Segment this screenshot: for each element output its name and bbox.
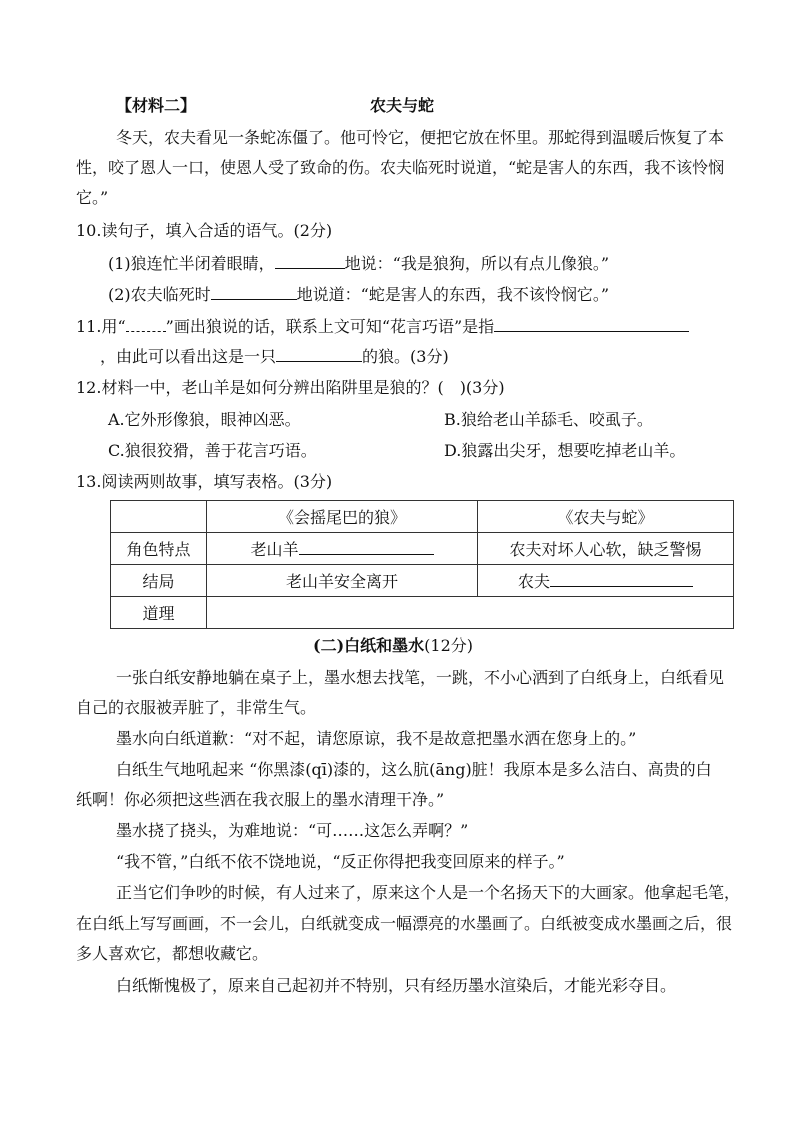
blank-wolf-type[interactable] xyxy=(276,346,362,362)
table-header-story-1: 《会摇尾巴的狼》 xyxy=(207,501,478,533)
passage-2-score: (12分) xyxy=(424,636,474,655)
question-10-sentence-2 xyxy=(108,284,609,305)
material-paragraph-line: 性，咬了恩人一口，使恩人受了致命的伤。农夫临死时说道，“蛇是害人的东西，我不该怜悯 xyxy=(76,158,725,177)
table-corner-cell xyxy=(111,501,207,533)
blank-farmer-ending[interactable] xyxy=(550,571,693,587)
question-12-stem: 12.材料一中，老山羊是如何分辨出陷阱里是狼的？( )(3分) xyxy=(76,378,505,397)
cell-goat-ending: 老山羊安全离开 xyxy=(207,565,478,597)
option-d[interactable]: D.狼露出尖牙，想要吃掉老山羊。 xyxy=(444,441,686,460)
row-label-lesson: 道理 xyxy=(111,597,207,629)
passage-line: 墨水挠了挠头，为难地说：“可……这怎么弄啊？” xyxy=(116,821,469,840)
q11-prefix: 11.用“ xyxy=(76,317,126,336)
passage-line: “我不管，”白纸不依不饶地说，“反正你得把我变回原来的样子。” xyxy=(116,852,565,871)
passage-line: 白纸生气地吼起来 “你黑漆(qī)漆的，这么肮(āng)脏！我原本是多么洁白、高贵的白 xyxy=(116,760,712,779)
passage-2-title: (二)白纸和墨水 xyxy=(313,636,425,655)
cell-goat-traits[interactable] xyxy=(207,533,478,565)
material-paragraph-line: 它。” xyxy=(76,188,109,207)
question-13-stem: 13.阅读两则故事，填写表格。(3分) xyxy=(76,472,333,491)
passage-line: 纸啊！你必须把这些洒在我衣服上的墨水清理干净。” xyxy=(76,790,445,809)
cell-farmer-ending[interactable] xyxy=(478,565,734,597)
passage-2-heading xyxy=(313,636,473,656)
material-paragraph-line: 冬天，农夫看见一条蛇冻僵了。他可怜它，便把它放在怀里。那蛇得到温暖后恢复了本 xyxy=(116,128,725,147)
q11-line2-prefix: ，由此可以看出这是一只 xyxy=(100,347,277,366)
cell-lesson-answer[interactable] xyxy=(207,597,734,629)
question-11-line-1 xyxy=(76,316,689,337)
passage-line: 正当它们争吵的时候，有人过来了，原来这个人是一个名扬天下的大画家。他拿起毛笔， xyxy=(116,883,741,902)
sentence-1-prefix: (1)狼连忙半闭着眼睛， xyxy=(108,254,275,273)
option-a[interactable]: A.它外形像狼，眼神凶恶。 xyxy=(108,410,301,429)
material-tag: 【材料二】 xyxy=(116,96,197,115)
passage-line: 自己的衣服被弄脏了，非常生气。 xyxy=(76,698,317,717)
sentence-2-suffix: 地说道：“蛇是害人的东西，我不该怜悯它。” xyxy=(296,285,610,304)
passage-line: 白纸惭愧极了，原来自己起初并不特别，只有经历墨水渲染后，才能光彩夺目。 xyxy=(116,976,677,995)
sentence-2-prefix: (2)农夫临死时 xyxy=(108,285,211,304)
q11-middle: ”画出狼说的话，联系上文可知“花言巧语”是指 xyxy=(165,317,495,336)
cell-text: 农夫 xyxy=(517,572,550,591)
table-header-story-2: 《农夫与蛇》 xyxy=(478,501,734,533)
comparison-table xyxy=(110,500,734,629)
row-label-ending: 结局 xyxy=(111,565,207,597)
blank-meaning[interactable] xyxy=(494,316,689,332)
passage-line: 多人喜欢它，都想收藏它。 xyxy=(76,944,269,963)
passage-line: 在白纸上写写画画，不一会儿，白纸就变成一幅漂亮的水墨画了。白纸被变成水墨画之后，很 xyxy=(76,914,733,933)
question-10-sentence-1 xyxy=(108,253,609,274)
material-title: 农夫与蛇 xyxy=(370,96,435,115)
wavy-underline-mark xyxy=(126,319,166,332)
table-row xyxy=(111,533,734,565)
table-row xyxy=(111,597,734,629)
passage-line: 一张白纸安静地躺在桌子上，墨水想去找笔，一跳，不小心洒到了白纸身上，白纸看见 xyxy=(116,668,725,687)
question-10-stem: 10.读句子，填入合适的语气。(2分) xyxy=(76,221,333,240)
cell-text: 老山羊 xyxy=(250,540,299,559)
blank-tone-2[interactable] xyxy=(211,284,297,300)
question-11-line-2 xyxy=(100,346,449,367)
blank-tone-1[interactable] xyxy=(275,253,345,269)
table-row xyxy=(111,565,734,597)
q11-line2-suffix: 的狼。(3分) xyxy=(362,347,449,366)
sentence-1-suffix: 地说：“我是狼狗，所以有点儿像狼。” xyxy=(344,254,610,273)
cell-farmer-traits: 农夫对坏人心软，缺乏警惕 xyxy=(478,533,734,565)
blank-goat-traits[interactable] xyxy=(299,539,434,555)
option-c[interactable]: C.狼很狡猾，善于花言巧语。 xyxy=(108,441,317,460)
table-row xyxy=(111,501,734,533)
passage-line: 墨水向白纸道歉：“对不起，请您原谅，我不是故意把墨水洒在您身上的。” xyxy=(116,729,637,748)
option-b[interactable]: B.狼给老山羊舔毛、咬虱子。 xyxy=(444,410,653,429)
row-label-traits: 角色特点 xyxy=(111,533,207,565)
